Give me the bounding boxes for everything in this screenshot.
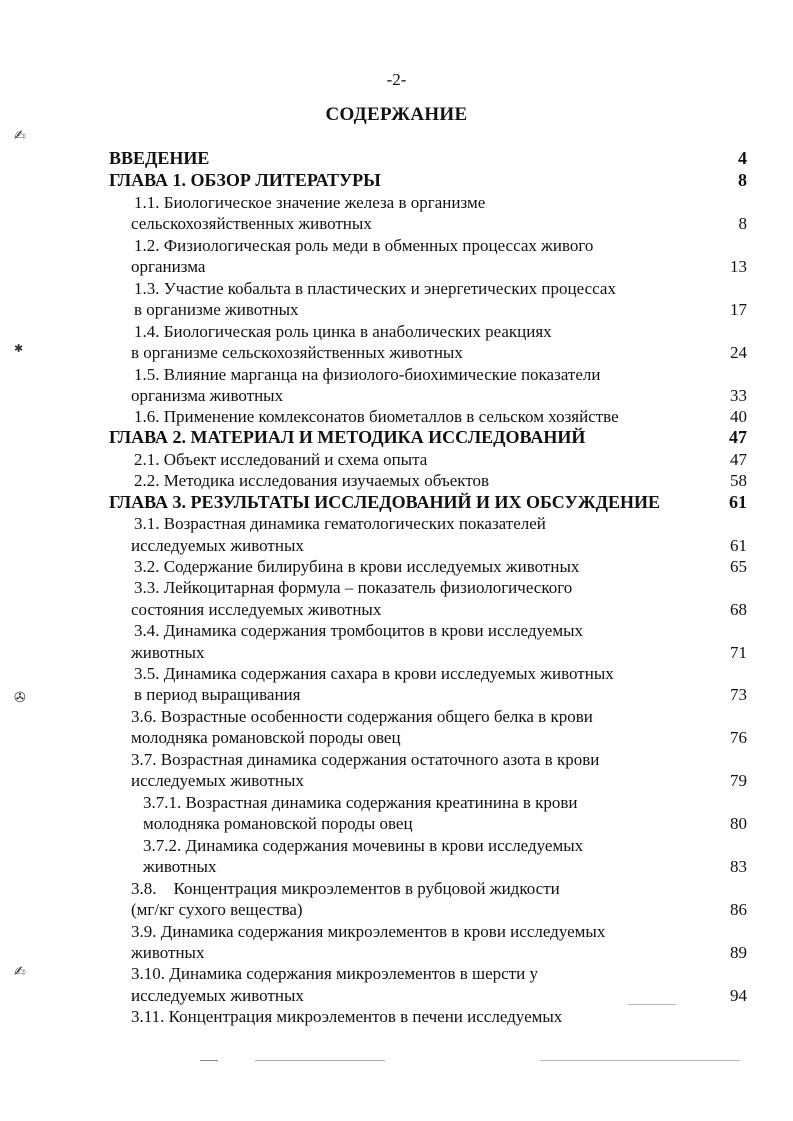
toc-entry xyxy=(0,364,793,385)
toc-entry xyxy=(0,942,793,963)
toc-entry-text: в организме животных xyxy=(134,300,299,319)
toc-entry xyxy=(0,470,793,491)
toc-entry-text: исследуемых животных xyxy=(131,536,304,555)
toc-entry xyxy=(0,213,793,234)
toc-entry xyxy=(0,620,793,641)
toc-entry-page: 47 xyxy=(729,427,747,447)
toc-entry-page: 17 xyxy=(730,300,747,319)
toc-entry-page: 40 xyxy=(730,407,747,426)
toc-entry-text: в период выращивания xyxy=(134,685,301,704)
scan-mark: ✇ xyxy=(14,690,26,706)
toc-entry xyxy=(0,599,793,620)
toc-entry-text: 1.2. Физиологическая роль меди в обменных процессах живого xyxy=(134,236,594,255)
toc-entry xyxy=(0,385,793,406)
toc-entry xyxy=(0,727,793,748)
toc-entry-text: 3.8. Концентрация микроэлементов в рубцовой жидкости xyxy=(131,879,560,898)
toc-entry xyxy=(0,321,793,342)
toc-entry xyxy=(0,963,793,984)
toc-entry-text: 3.9. Динамика содержания микроэлементов в крови исследуемых xyxy=(131,922,606,941)
toc-entry xyxy=(0,427,793,448)
toc-entry-text: организма животных xyxy=(131,386,284,405)
page-number: -2- xyxy=(386,70,407,89)
toc-entry xyxy=(0,449,793,470)
scan-artifact xyxy=(255,1060,385,1061)
toc-entry-page: 71 xyxy=(730,643,747,662)
toc-entry-text: ГЛАВА 1. ОБЗОР ЛИТЕРАТУРЫ xyxy=(109,170,381,190)
scan-artifact xyxy=(540,1060,740,1061)
toc-entry xyxy=(0,770,793,791)
scan-mark: ✍ xyxy=(14,128,26,144)
toc-entry xyxy=(0,813,793,834)
toc-entry-text: сельскохозяйственных животных xyxy=(131,214,372,233)
toc-entry-page: 33 xyxy=(730,386,747,405)
toc-entry-text: 3.7.2. Динамика содержания мочевины в крови исследуемых xyxy=(143,836,584,855)
toc-entry-page: 65 xyxy=(730,557,747,576)
toc-entry-text: 3.7. Возрастная динамика содержания остаточного азота в крови xyxy=(131,750,600,769)
toc-entry xyxy=(0,513,793,534)
toc-entry-page: 89 xyxy=(730,943,747,962)
toc-entry xyxy=(0,492,793,513)
toc-entry-text: 1.1. Биологическое значение железа в организме xyxy=(134,193,486,212)
toc-entry xyxy=(0,535,793,556)
toc-entry-page: 76 xyxy=(730,728,747,747)
toc-entry-page: 8 xyxy=(738,214,747,233)
toc-entry-text: 1.3. Участие кобальта в пластических и энергетических процессах xyxy=(134,279,616,298)
toc-entry-text: 3.5. Динамика содержания сахара в крови исследуемых животных xyxy=(134,664,614,683)
toc-entry-text: 1.6. Применение комлексонатов биометаллов в сельском хозяйстве xyxy=(134,407,619,426)
toc-entry-page: 8 xyxy=(738,170,747,190)
toc-entry xyxy=(0,299,793,320)
toc-entry xyxy=(0,706,793,727)
toc-entry-text: исследуемых животных xyxy=(131,771,304,790)
toc-entry-text: 3.4. Динамика содержания тромбоцитов в крови исследуемых xyxy=(134,621,583,640)
toc-entry xyxy=(0,170,793,191)
toc-entry-text: молодняка романовской породы овец xyxy=(131,728,401,747)
toc-entry-text: 3.7.1. Возрастная динамика содержания креатинина в крови xyxy=(143,793,578,812)
toc-entry-text: 3.11. Концентрация микроэлементов в печени исследуемых xyxy=(131,1007,563,1026)
scan-mark: ✱ xyxy=(14,342,24,355)
toc-entry-text: 2.2. Методика исследования изучаемых объектов xyxy=(134,471,490,490)
toc-entry-text: ГЛАВА 3. РЕЗУЛЬТАТЫ ИССЛЕДОВАНИЙ И ИХ ОБСУЖДЕНИЕ xyxy=(109,492,660,512)
toc-entry-page: 80 xyxy=(730,814,747,833)
toc-entry-text: 3.10. Динамика содержания микроэлементов в шерсти у xyxy=(131,964,539,983)
toc-entry xyxy=(0,835,793,856)
toc-entry-text: 2.1. Объект исследований и схема опыта xyxy=(134,450,428,469)
toc-entry xyxy=(0,899,793,920)
toc-entry-text: 1.4. Биологическая роль цинка в анаболических реакциях xyxy=(134,322,552,341)
toc-entry-text: животных xyxy=(131,643,205,662)
toc-entry xyxy=(0,577,793,598)
toc-entry xyxy=(0,556,793,577)
scan-artifact xyxy=(628,1004,676,1005)
toc-entry-page: 13 xyxy=(730,257,747,276)
toc-entry-page: 24 xyxy=(730,343,747,362)
toc-entry xyxy=(0,792,793,813)
toc-entry-text: исследуемых животных xyxy=(131,986,304,1005)
toc-entry-page: 58 xyxy=(730,471,747,490)
toc-entry xyxy=(0,406,793,427)
toc-entry xyxy=(0,985,793,1006)
toc-entry-page: 94 xyxy=(730,986,747,1005)
toc-entry xyxy=(0,749,793,770)
toc-entry xyxy=(0,235,793,256)
toc-entry-text: 3.2. Содержание билирубина в крови исследуемых животных xyxy=(134,557,580,576)
toc-entry-text: организма xyxy=(131,257,206,276)
toc-entry-page: 83 xyxy=(730,857,747,876)
toc-entry-page: 79 xyxy=(730,771,747,790)
toc-entry xyxy=(0,256,793,277)
toc-entry-page: 4 xyxy=(738,148,747,168)
toc-entry-text: молодняка романовской породы овец xyxy=(143,814,413,833)
toc-entry xyxy=(0,192,793,213)
toc-entry xyxy=(0,148,793,169)
toc-title: СОДЕРЖАНИЕ xyxy=(325,104,468,125)
toc-entry xyxy=(0,684,793,705)
toc-entry xyxy=(0,278,793,299)
toc-entry-text: ВВЕДЕНИЕ xyxy=(109,148,210,168)
toc-entry-page: 61 xyxy=(730,536,747,555)
toc-entry xyxy=(0,642,793,663)
toc-entry xyxy=(0,921,793,942)
toc-entry-text: животных xyxy=(143,857,217,876)
toc-entry-text: 3.3. Лейкоцитарная формула – показатель физиологического xyxy=(134,578,573,597)
toc-entry xyxy=(0,1006,793,1027)
toc-entry xyxy=(0,856,793,877)
toc-entry-text: 3.1. Возрастная динамика гематологических показателей xyxy=(134,514,546,533)
toc-entry-text: в организме сельскохозяйственных животных xyxy=(131,343,463,362)
toc-entry-text: животных xyxy=(131,943,205,962)
toc-entry-text: 3.6. Возрастные особенности содержания общего белка в крови xyxy=(131,707,593,726)
toc-entry xyxy=(0,663,793,684)
toc-entry-text: состояния исследуемых животных xyxy=(131,600,382,619)
toc-entry xyxy=(0,342,793,363)
toc-entry xyxy=(0,878,793,899)
toc-entry-page: 68 xyxy=(730,600,747,619)
toc-entry-text: 1.5. Влияние марганца на физиолого-биохимические показатели xyxy=(134,365,601,384)
toc-entry-page: 86 xyxy=(730,900,747,919)
toc-entry-page: 61 xyxy=(729,492,747,512)
toc-entry-text: (мг/кг сухого вещества) xyxy=(131,900,303,919)
toc-entry-text: ГЛАВА 2. МАТЕРИАЛ И МЕТОДИКА ИССЛЕДОВАНИЙ xyxy=(109,427,586,447)
toc-entry-page: 73 xyxy=(730,685,747,704)
scan-artifact xyxy=(200,1060,218,1061)
toc-entry-page: 47 xyxy=(730,450,747,469)
scan-mark: ✍ xyxy=(14,964,26,980)
